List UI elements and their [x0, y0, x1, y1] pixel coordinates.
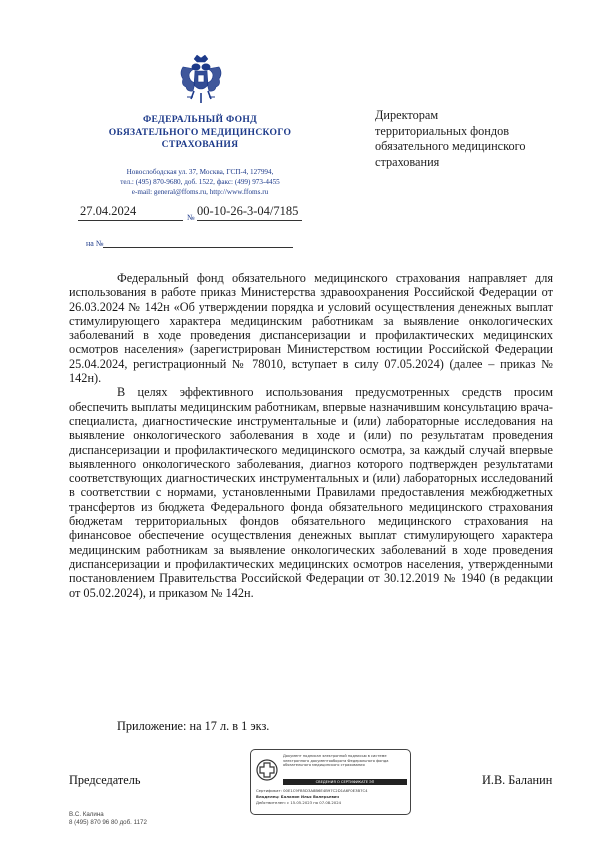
- stamp-certificate-number: Сертификат: 00E1C9FB5D3A8B6E4B97C2D1A6F0E3B7C4: [256, 788, 368, 793]
- executor-info: [69, 811, 147, 827]
- attachment-note: Приложение: на 17 л. в 1 экз.: [117, 719, 270, 733]
- stamp-owner-label: Владелец:: [256, 794, 280, 799]
- stamp-validity: Действителен: с 15.05.2023 по 07.08.2024: [256, 800, 342, 805]
- signatory-name: И.В. Баланин: [482, 773, 553, 787]
- recipient-block: Директорам территориальных фондов обязательного медицинского страхования: [375, 108, 526, 169]
- reference-underline: [103, 247, 293, 248]
- org-name-line-3: СТРАХОВАНИЯ: [161, 139, 239, 150]
- letter-number: 00-10-26-3-04/7185: [197, 204, 299, 218]
- org-address: Новослободская ул. 37, Москва, ГСП-4, 127994,: [126, 168, 274, 176]
- stamp-certificate-details: [256, 788, 406, 806]
- org-email-web: e-mail: general@ffoms.ru, http://www.ffoms.ru: [131, 187, 269, 196]
- stamp-owner-name: Баланин Илья Валерьевич: [280, 794, 340, 799]
- number-underline: [197, 220, 302, 221]
- date-underline: [78, 220, 183, 221]
- ffoms-logo-icon: [256, 759, 278, 781]
- organization-name: [60, 114, 340, 152]
- executor-name: В.С. Калина: [69, 811, 104, 818]
- letter-body: [69, 271, 553, 600]
- executor-phone: 8 (495) 870 96 80 доб. 1172: [69, 819, 147, 826]
- stamp-certificate-bar: СВЕДЕНИЯ О СЕРТИФИКАТЕ ЭП: [283, 779, 407, 785]
- organization-contacts: [60, 168, 340, 197]
- body-paragraph-1: Федеральный фонд обязательного медицинского страхования направляет для использования в работе приказ Министерства здравоохранения Российской Федерации от 26.03.2024 № 142н «Об утверждении порядка и условий осуществления денежных выплат стимулирующего характера медицинским работникам за выявление онкологических заболеваний в ходе проведения диспансеризации и профилактических медицинских осмотров населения» (зарегистрирован Министерством юстиции Российской Федерации 25.04.2024, регистрационный № 78010, вступает в силу 07.05.2024) (далее – приказ № 142н).: [69, 271, 553, 386]
- org-phone: тел.: (495) 870-9680, доб. 1522, факс: (499) 973-4455: [120, 177, 280, 186]
- reference-label: на №: [86, 239, 104, 248]
- electronic-signature-stamp: [250, 749, 411, 815]
- number-label: №: [187, 213, 195, 222]
- body-paragraph-2: В целях эффективного использования предусмотренных средств просим обеспечить выплаты медицинским работникам, впервые назначившим консультацию врача-специалиста, диагностические инструментальные и (или) лабораторные исследования на выявление онкологического заболевания в ходе и (или) по результатам проведения диспансеризации и профилактического медицинского осмотра, за каждый случай впервые выявленного онкологического заболевания, диагноз которого подтвержден результатами соответствующих диагностических инструментальных и (или) лабораторных исследований в соответствии с нормами, установленными Правилами предоставления межбюджетных трансфертов из бюджета Федерального фонда обязательного медицинского страхования бюджетам территориальных фондов обязательного медицинского страхования на финансовое обеспечение осуществления денежных выплат стимулирующего характера медицинским работникам за выявление онкологических заболеваний в ходе проведения диспансеризации и профилактических медицинских осмотров населения, утвержденными постановлением Правительства Российской Федерации от 30.12.2019 № 1940 (в редакции от 05.02.2024), и приказом № 142н.: [69, 385, 553, 600]
- signatory-title: Председатель: [69, 773, 141, 787]
- org-name-line-1: ФЕДЕРАЛЬНЫЙ ФОНД: [142, 114, 258, 125]
- org-name-line-2: ОБЯЗАТЕЛЬНОГО МЕДИЦИНСКОГО: [108, 126, 292, 138]
- stamp-header: Документ подписан электронной подписью в системе электронного документооборота Федерального фонда обязательного медицинского страхования: [283, 754, 389, 768]
- letter-date: 27.04.2024: [80, 204, 137, 218]
- coat-of-arms-icon: [177, 53, 225, 109]
